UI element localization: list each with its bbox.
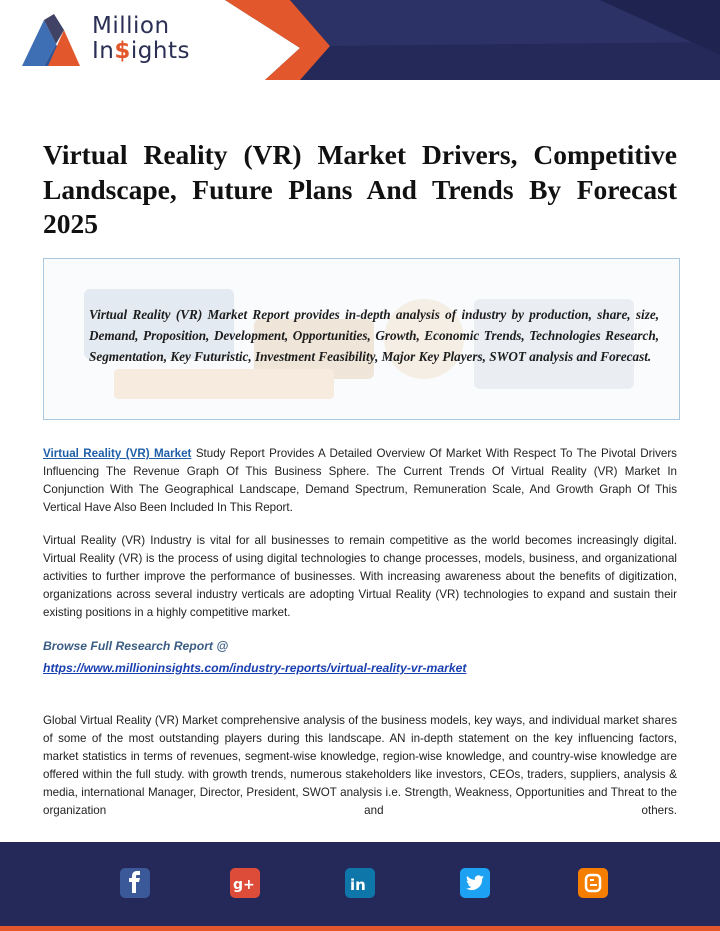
brand-name-line2 (92, 39, 190, 64)
svg-text:in: in (350, 876, 366, 894)
brand-logo[interactable] (18, 10, 198, 70)
summary-box (43, 258, 680, 420)
report-link[interactable]: https://www.millioninsights.com/industry-reports/virtual-reality-vr-market (43, 661, 467, 675)
svg-text:g+: g+ (233, 877, 255, 893)
brand-name-ights: ights (130, 38, 190, 64)
brand-name (92, 14, 190, 64)
page-title: Virtual Reality (VR) Market Drivers, Competitive Landscape, Future Plans And Trends By Forecast 2025 (43, 139, 677, 239)
logo-mark-icon (18, 12, 84, 68)
twitter-icon[interactable] (460, 868, 490, 898)
browse-section (43, 635, 466, 679)
brand-name-dollar: $ (114, 38, 131, 64)
intro-paragraph (43, 445, 677, 517)
facebook-icon[interactable] (120, 868, 150, 898)
brand-name-line1: Million (92, 13, 170, 39)
blogger-icon[interactable] (578, 868, 608, 898)
browse-label: Browse Full Research Report @ (43, 639, 229, 653)
market-link[interactable]: Virtual Reality (VR) Market (43, 447, 192, 460)
intro-text: Study Report Provides A Detailed Overview Of Market With Respect To The Pivotal Drivers Influencing The Revenue Graph Of This Business Sphere. The Current Trends Of Virtual Reality (VR) Market In Conjunction With The Geographical Landscape, Demand Spectrum, Remuneration Scale, And Growth Graph Of This Vertical Have Also Been Included In This Report. (43, 447, 677, 514)
footer-stripe (0, 926, 720, 931)
brand-name-in: In (92, 38, 115, 64)
industry-paragraph: Virtual Reality (VR) Industry is vital for all businesses to remain competitive as the world becomes increasingly digital. Virtual Reality (VR) is the process of using digital technologies to change processes, models, business, and organizational activities to further improve the performance of businesses. With increasing awareness about the benefits of digitization, organizations across several industry verticals are adopting Virtual Reality (VR) technologies to expand and sustain their existing positions in a highly competitive market. (43, 534, 677, 619)
linkedin-icon[interactable] (345, 868, 375, 898)
google-plus-icon[interactable] (230, 868, 260, 898)
page-header (0, 0, 720, 80)
analysis-paragraph: Global Virtual Reality (VR) Market comprehensive analysis of the business models, key ways, and individual market shares of some of the most outstanding players during this landscape. AN in-depth statement on the key influencing factors, market statistics in terms of revenues, segment-wise knowledge, region-wise knowledge, and country-wise knowledge are offered within the full study. with growth trends, numerous stakeholders like investors, CEOs, traders, suppliers, analysis & media, international Manager, Director, President, SWOT analysis i.e. Strength, Weakness, Opportunities and Threat to the organization and others. (43, 714, 677, 817)
page-footer (0, 842, 720, 931)
summary-text: Virtual Reality (VR) Market Report provides in-depth analysis of industry by production, share, size, Demand, Proposition, Development, Opportunities, Growth, Economic Trends, Technologies Research, Segmentation, Key Futuristic, Investment Feasibility, Major Key Players, SWOT analysis and Forecast. (89, 307, 659, 364)
